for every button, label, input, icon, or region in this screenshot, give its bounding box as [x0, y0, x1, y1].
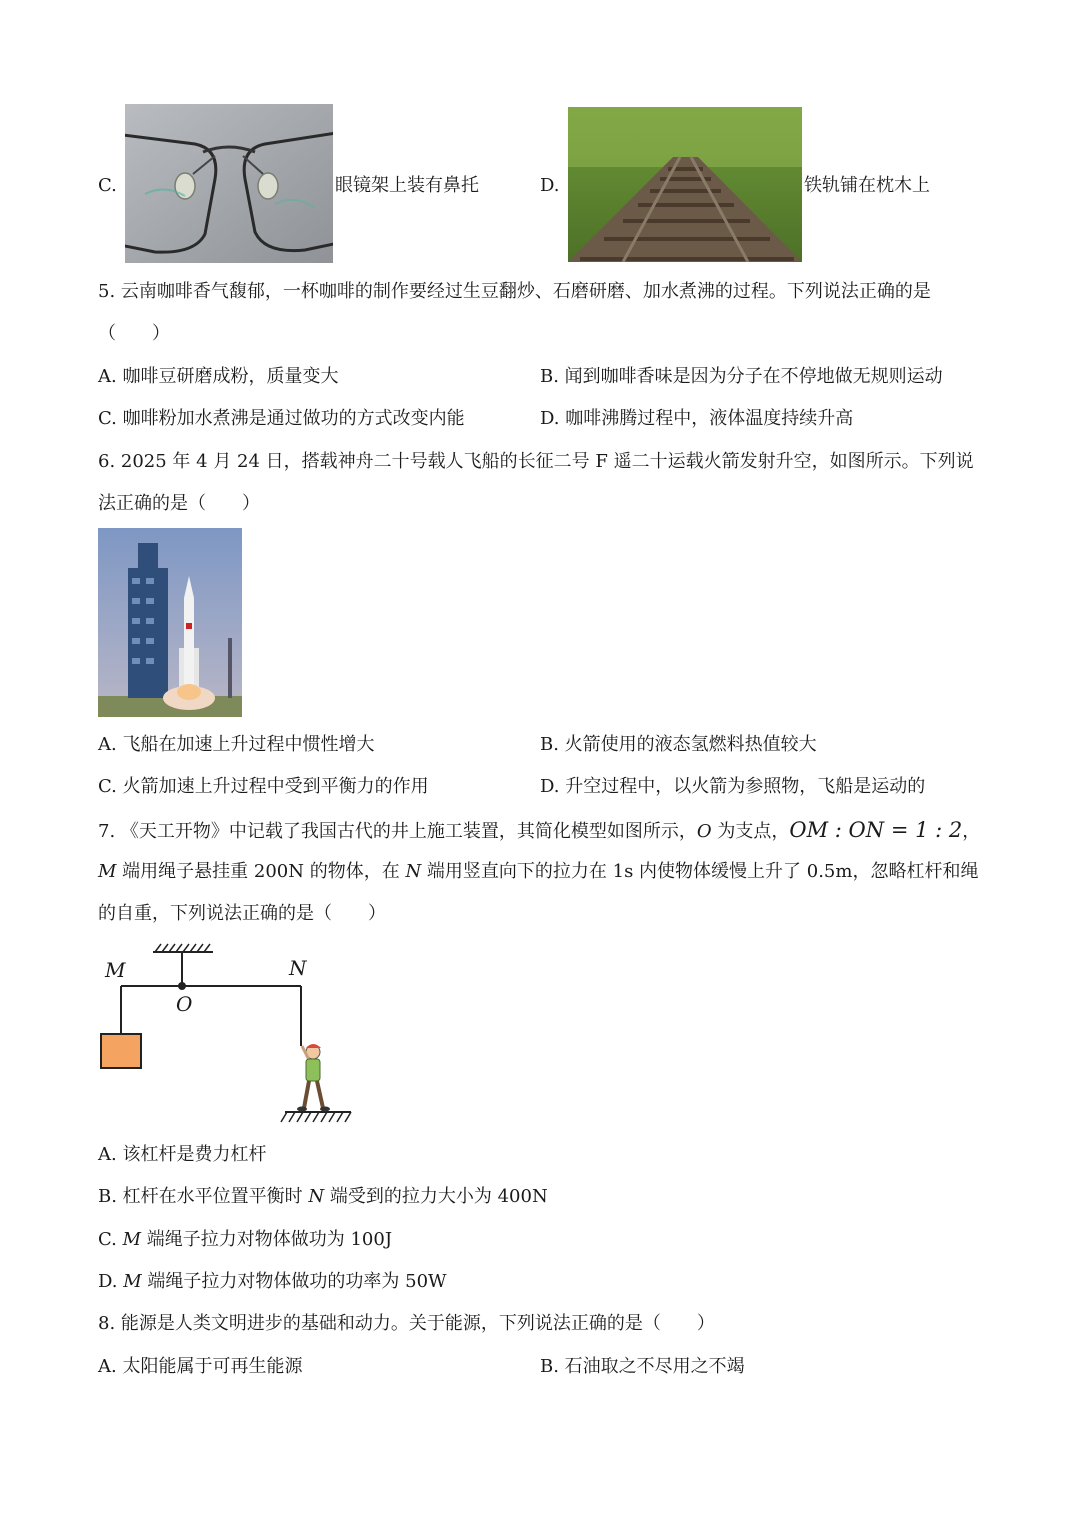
q7-option-d-b: 端绳子拉力对物体做功的功率为 50W [141, 1271, 447, 1292]
q7-option-b [98, 1185, 548, 1209]
q4-option-d-text: 铁轨铺在枕木上 [804, 175, 930, 196]
q8-option-a: A. 太阳能属于可再生能源 [98, 1356, 303, 1377]
q7-option-d [98, 1270, 447, 1294]
q7-stem-line2-b: 端用竖直向下的拉力在 1s 内使物体缓慢上升了 0.5m，忽略杠杆和绳 [421, 861, 979, 882]
q7-option-c-b: 端绳子拉力对物体做功为 100J [141, 1229, 393, 1250]
q5-answer-paren: （ ） [98, 323, 170, 344]
diagram-label-m: M [105, 958, 126, 982]
q7-stem-line1 [98, 818, 980, 844]
q7-stem-line1-b: 为支点， [711, 821, 790, 842]
q7-ratio: OM : ON = 1 : 2 [789, 818, 963, 842]
q7-fulcrum-label-o: O [696, 821, 712, 842]
q6-option-a: A. 飞船在加速上升过程中惯性增大 [98, 734, 375, 755]
q6-option-d: D. 升空过程中，以火箭为参照物，飞船是运动的 [540, 776, 926, 797]
glasses-photo [125, 104, 333, 263]
q7-option-c [98, 1228, 392, 1252]
lever-diagram [95, 938, 360, 1130]
q7-option-c-a: C. [98, 1229, 123, 1250]
q4-option-c-label: C. [98, 175, 117, 196]
q6-option-c: C. 火箭加速上升过程中受到平衡力的作用 [98, 776, 429, 797]
q5-option-c: C. 咖啡粉加水煮沸是通过做功的方式改变内能 [98, 408, 465, 429]
railway-photo [568, 107, 802, 262]
q8-stem: 8. 能源是人类文明进步的基础和动力。关于能源，下列说法正确的是（ ） [98, 1313, 715, 1334]
q7-stem-line3: 的自重，下列说法正确的是（ ） [98, 903, 386, 924]
q7-stem-line2-a: 端用绳子悬挂重 200N 的物体，在 [116, 861, 406, 882]
rocket-launch-photo [98, 528, 242, 717]
pulling-person-figure [297, 1044, 330, 1112]
q7-option-d-a: D. [98, 1271, 124, 1292]
q5-option-b: B. 闻到咖啡香味是因为分子在不停地做无规则运动 [540, 366, 943, 387]
q7-option-b-n: N [308, 1186, 325, 1207]
q6-option-b: B. 火箭使用的液态氢燃料热值较大 [540, 734, 817, 755]
q7-option-d-m: M [123, 1271, 142, 1292]
diagram-label-n: N [289, 956, 307, 980]
diagram-label-o: O [176, 992, 193, 1016]
q5-stem: 5. 云南咖啡香气馥郁，一杯咖啡的制作要经过生豆翻炒、石磨研磨、加水煮沸的过程。下列说法正确的是 [98, 281, 931, 302]
q5-option-a: A. 咖啡豆研磨成粉，质量变大 [98, 366, 339, 387]
q8-option-b: B. 石油取之不尽用之不竭 [540, 1356, 745, 1377]
q7-option-b-b: 端受到的拉力大小为 400N [324, 1186, 548, 1207]
q7-stem-line2 [98, 860, 978, 884]
q7-option-a: A. 该杠杆是费力杠杆 [98, 1144, 267, 1165]
q7-end-m: M [98, 861, 117, 882]
q7-end-n: N [405, 861, 422, 882]
q4-option-d-label: D. [540, 175, 560, 196]
q5-option-d: D. 咖啡沸腾过程中，液体温度持续升高 [540, 408, 854, 429]
q6-stem-line1: 6. 2025 年 4 月 24 日，搭载神舟二十号载人飞船的长征二号 F 遥二十运载火箭发射升空，如图所示。下列说 [98, 451, 974, 472]
q7-comma: ， [962, 821, 981, 842]
q6-stem-line2: 法正确的是（ ） [98, 493, 260, 514]
q7-option-c-m: M [122, 1229, 142, 1250]
q4-option-c-text: 眼镜架上装有鼻托 [335, 175, 479, 196]
q7-option-b-a: B. 杠杆在水平位置平衡时 [98, 1186, 309, 1207]
q7-stem-line1-a: 7. 《天工开物》中记载了我国古代的井上施工装置，其简化模型如图所示， [98, 821, 697, 842]
